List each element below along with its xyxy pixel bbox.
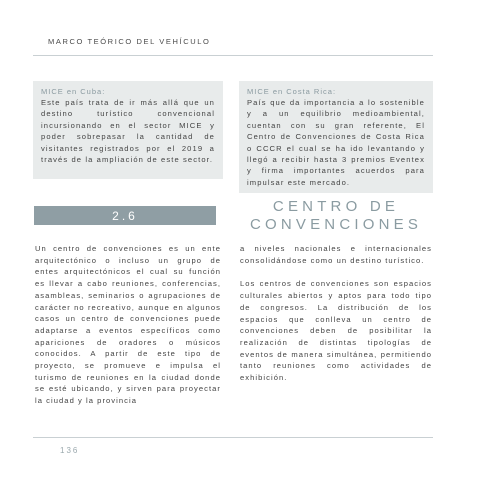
- mice-cuba-text: Este país trata de ir más allá que un destino turístico convencional incursionando en el sector MICE y poder sobrepasar la cantidad de visitantes registrados por el 2019 a través de la ampliación de este sector.: [41, 98, 215, 165]
- page-number: 136: [60, 446, 80, 455]
- section-title-line2: CONVENCIONES: [249, 216, 423, 233]
- body-column-left: [35, 243, 221, 407]
- mice-cuba-subtitle: MICE en Cuba:: [41, 87, 106, 96]
- body-right-paragraph-2: Los centros de convenciones son espacios culturales abiertos y aptos para todo tipo de congresos. La distribución de los espacios que conlleva un centro de convenciones deben de posibilitar la realización de distintas tipologías de eventos de manera simultánea, permitiendo tanto reuniones como actividades de exhibición.: [240, 279, 432, 383]
- mice-costa-rica-text: País que da importancia a lo sostenible y a un equilibrio medioambiental, cuentan con su gran referente, El Centro de Convenciones de Costa Rica o CCCR el cual se ha ido levantando y llegó a recibir hasta 3 premios Eventex y firma importantes acuerdos para impulsar este mercado.: [247, 98, 425, 187]
- section-title-line1: CENTRO DE: [272, 198, 400, 215]
- body-column-right: [240, 243, 432, 384]
- footer-divider: [33, 437, 433, 438]
- body-right-paragraph-1: a niveles nacionales e internacionales consolidándose como un destino turístico.: [240, 244, 432, 265]
- running-header: MARCO TEÓRICO DEL VEHÍCULO: [48, 37, 211, 46]
- section-title: [240, 198, 432, 234]
- header-divider: [33, 55, 433, 56]
- mice-costa-rica-subtitle: MICE en Costa Rica:: [247, 87, 337, 96]
- body-left-paragraph: Un centro de convenciones es un ente arquitectónico o incluso un grupo de entes arquitectónicos el cual su función es llevar a cabo reuniones, conferencias, asambleas, seminarios o agrupaciones de carácter no recreativo, aunque en algunos casos un centro de convenciones puede adaptarse a eventos específicos como apariciones de oradores o músicos conocidos. A partir de este tipo de proyecto, se promueve e impulsa el turismo de reuniones en la ciudad donde se esté ubicando, y sirven para proyectar la ciudad y la provincia: [35, 244, 221, 406]
- mice-costa-rica-box: [239, 81, 433, 193]
- section-number: 2.6: [112, 208, 138, 223]
- mice-cuba-box: [33, 81, 223, 179]
- section-number-bar: [34, 206, 216, 225]
